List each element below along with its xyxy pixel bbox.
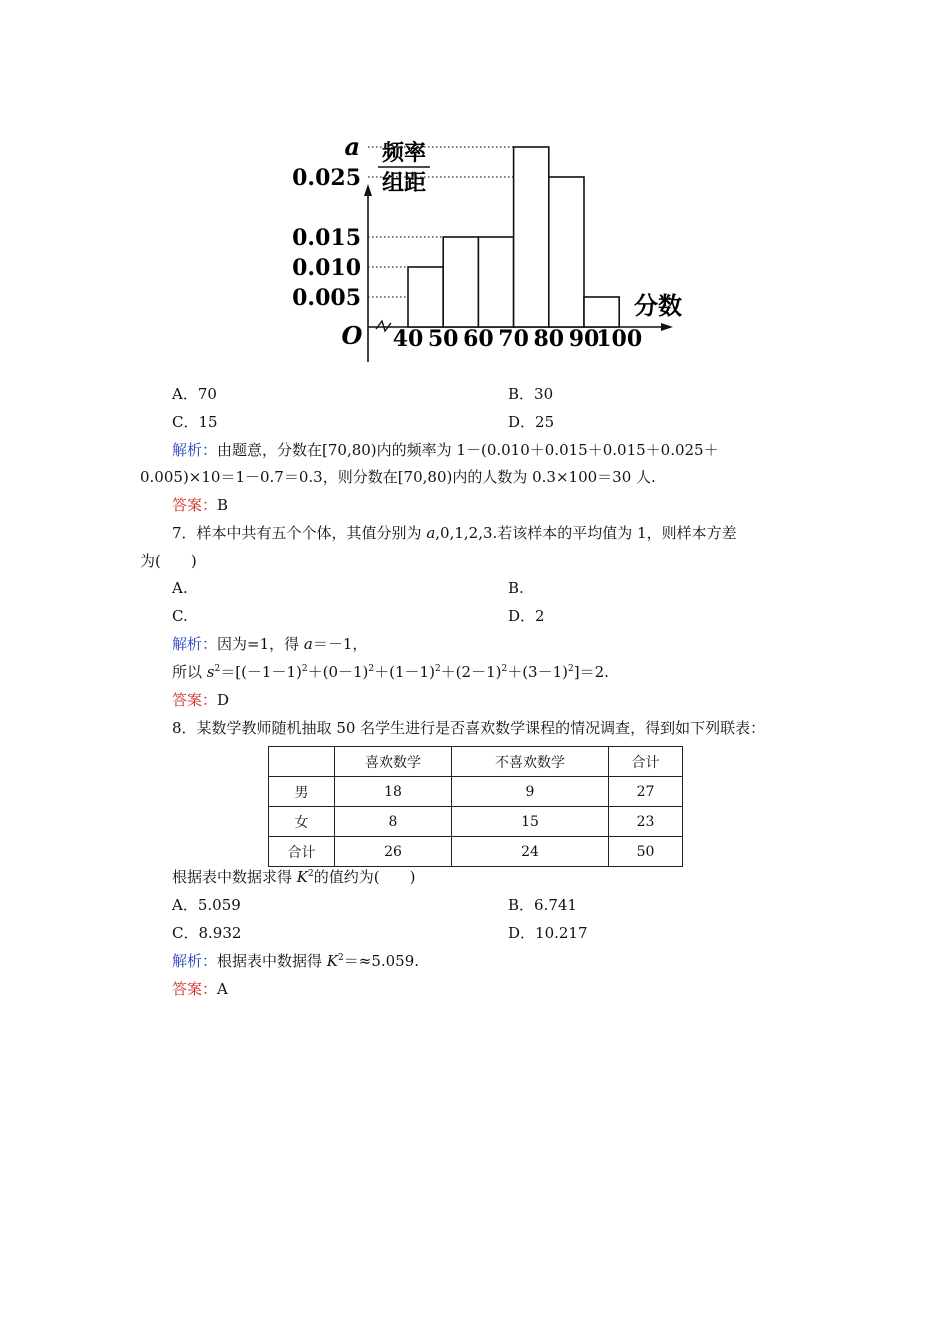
- q7-analysis-var: a: [303, 635, 313, 653]
- table-header: 合计: [609, 747, 683, 777]
- histogram-bar: [408, 267, 443, 327]
- x-axis-label: 分数: [634, 291, 682, 320]
- q7-analysis-2a: 所以: [172, 663, 207, 681]
- table-row: [269, 747, 683, 777]
- q7-sup: 2: [214, 664, 221, 674]
- q7-stem-var: a: [426, 524, 436, 542]
- q7-option-a: A.: [172, 579, 188, 597]
- y-axis-arrow: [364, 184, 372, 196]
- q8-analysis-a: 根据表中数据得: [217, 952, 327, 970]
- q6-answer-value: B: [217, 496, 229, 514]
- q8-analysis-label: 解析：: [172, 952, 218, 970]
- q7-analysis-1b: ＝－1，: [312, 635, 368, 653]
- table-cell: 9: [452, 777, 609, 807]
- y-tick-label: 0.015: [292, 225, 361, 251]
- q7-sup: 2: [568, 664, 574, 674]
- histogram-svg: [290, 130, 700, 370]
- q6-answer: [172, 495, 228, 515]
- q7-analysis-2e: ＋(2－1): [440, 663, 502, 681]
- q6-option-b: B．30: [508, 385, 554, 403]
- q6-option-a: A．70: [172, 385, 217, 403]
- histogram-bar: [478, 237, 513, 327]
- table-cell: 26: [335, 837, 452, 867]
- q7-analysis-line-1: [172, 634, 367, 654]
- q8-answer-value: A: [217, 980, 228, 998]
- table-cell: 15: [452, 807, 609, 837]
- q7-stem-line-2: 为( ): [140, 552, 197, 570]
- q7-sup: 2: [434, 664, 441, 674]
- table-cell: [269, 747, 335, 777]
- q7-analysis-1a: 因为=1，得: [217, 635, 304, 653]
- table-cell: 27: [609, 777, 683, 807]
- histogram-bar: [549, 177, 584, 327]
- contingency-table: [268, 746, 683, 867]
- q7-answer-label: 答案：: [172, 691, 218, 709]
- q7-option-d: D．2: [508, 607, 545, 625]
- q8-answer: [172, 979, 228, 999]
- axis-break-mark: [376, 321, 391, 331]
- q8-question-k: K: [296, 868, 308, 886]
- q7-sup: 2: [501, 664, 508, 674]
- q8-question-a: 根据表中数据求得: [172, 868, 297, 886]
- q8-option-c: C．8.932: [172, 924, 242, 942]
- x-tick-label: 80: [533, 326, 565, 352]
- q7-option-b: B.: [508, 579, 524, 597]
- table-row: [269, 777, 683, 807]
- x-tick-label: 90: [568, 326, 600, 352]
- q6-analysis-line-1: [172, 440, 719, 460]
- x-tick-label: 60: [463, 326, 494, 352]
- q6-analysis-line-2: 0.005)×10＝1－0.7＝0.3，则分数在[70,80)内的人数为 0.3×100＝30 人.: [140, 468, 656, 486]
- q7-analysis-2c: ＋(0－1): [307, 663, 369, 681]
- q6-answer-label: 答案：: [172, 496, 218, 514]
- q8-question-b: 的值约为( ): [313, 868, 416, 886]
- table-cell: 8: [335, 807, 452, 837]
- x-tick-label: 40: [392, 326, 424, 352]
- x-tick-label: 100: [596, 326, 643, 352]
- q7-analysis-label: 解析：: [172, 635, 218, 653]
- x-tick-label: 70: [498, 326, 529, 352]
- q8-stem: 8．某数学教师随机抽取 50 名学生进行是否喜欢数学课程的情况调查，得到如下列联表：: [172, 719, 766, 737]
- y-tick-label: a: [344, 132, 360, 161]
- table-header: 不喜欢数学: [452, 747, 609, 777]
- q8-option-d: D．10.217: [508, 924, 588, 942]
- q7-analysis-2var: s: [206, 663, 215, 681]
- frequency-histogram: [290, 130, 700, 370]
- q7-answer: [172, 690, 229, 710]
- table-cell: 50: [609, 837, 683, 867]
- histogram-bar: [514, 147, 549, 327]
- table-header: 喜欢数学: [335, 747, 452, 777]
- histogram-bar: [584, 297, 619, 327]
- q7-analysis-line-2: [172, 662, 609, 682]
- x-axis-arrow: [661, 323, 673, 331]
- q7-sup: 2: [301, 664, 308, 674]
- q8-sup: 2: [338, 953, 344, 963]
- q8-analysis-k: K: [326, 952, 339, 970]
- table-cell: 女: [269, 807, 335, 837]
- q8-question: [172, 867, 415, 887]
- q7-stem-b: ,0,1,2,3.若该样本的平均值为 1，则样本方差: [435, 524, 737, 542]
- q6-option-d: D．25: [508, 413, 555, 431]
- q7-stem-a: 7．样本中共有五个个体，其值分别为: [172, 524, 427, 542]
- q7-analysis-2f: ＋(3－1): [507, 663, 568, 681]
- q7-stem-line-1: [172, 523, 737, 543]
- q7-sup: 2: [368, 664, 375, 674]
- table-cell: 男: [269, 777, 335, 807]
- y-tick-label: 0.010: [292, 255, 361, 281]
- histogram-bar: [443, 237, 478, 327]
- table-row: [269, 837, 683, 867]
- q7-analysis-2g: ]＝2.: [573, 663, 609, 681]
- q8-option-a: A．5.059: [172, 896, 241, 914]
- q7-option-c: C.: [172, 607, 188, 625]
- table-cell: 18: [335, 777, 452, 807]
- y-axis-label-bottom: 组距: [381, 170, 427, 196]
- q6-option-c: C．15: [172, 413, 218, 431]
- q7-answer-value: D: [217, 691, 230, 709]
- q8-answer-label: 答案：: [172, 980, 218, 998]
- q6-analysis-label: 解析：: [172, 441, 218, 459]
- x-tick-label: 50: [427, 326, 459, 352]
- table-row: [269, 807, 683, 837]
- q8-sup: 2: [308, 869, 314, 879]
- table-cell: 合计: [269, 837, 335, 867]
- y-tick-label: 0.025: [292, 165, 361, 191]
- q8-analysis: [172, 951, 419, 971]
- y-axis-label-top: 频率: [381, 140, 427, 166]
- q8-option-b: B．6.741: [508, 896, 577, 914]
- origin-label: O: [341, 321, 363, 350]
- q7-analysis-2b: ＝[(－1－1): [220, 663, 302, 681]
- q7-analysis-2d: ＋(1－1): [374, 663, 435, 681]
- table-cell: 24: [452, 837, 609, 867]
- q8-analysis-b: ＝≈5.059.: [343, 952, 420, 970]
- q6-analysis-text-1: 由题意，分数在[70,80)内的频率为 1－(0.010＋0.015＋0.015＋0.025＋: [217, 441, 719, 459]
- y-tick-label: 0.005: [292, 285, 361, 311]
- table-cell: 23: [609, 807, 683, 837]
